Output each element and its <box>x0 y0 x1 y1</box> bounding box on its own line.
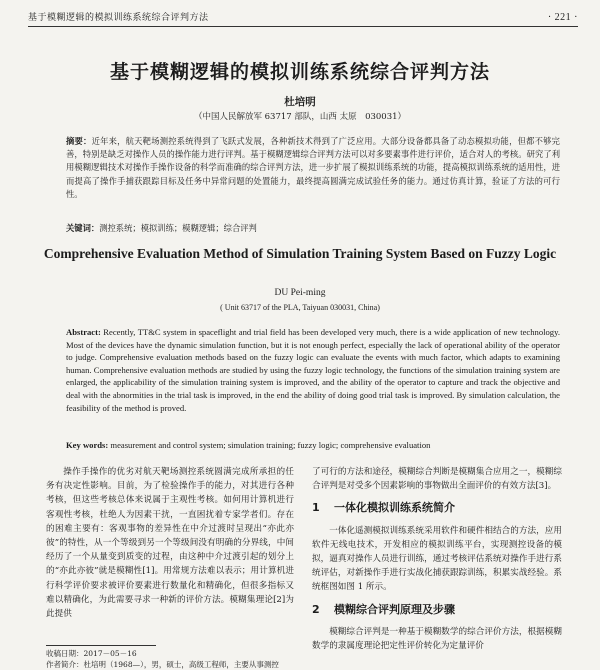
english-abstract-label: Abstract: <box>66 327 101 337</box>
english-title: Comprehensive Evaluation Method of Simulation Training System Based on Fuzzy Logic <box>43 246 557 261</box>
running-head-title: 基于模糊逻辑的模拟训练系统综合评判方法 <box>28 13 209 23</box>
english-abstract-text: Recently, TT&C system in spaceflight and trial field has been developed very much, there is a wide application of new technology. Most of the devices have the dynamic simulation function, but it is not enough perfect, especially the lack of operational ability of the operator to judge. Comprehensive evaluation methods based on the fuzzy logic can evaluate the events with much factor, which adapts to examining human. Comprehensive evaluation methods are studied by using the fuzzy logic technology, the functions of the simulation training system are enlarged, the applicability of the simulation training system is improved, and the ability of the operator to capture and track the objective and deal with the abnormities in the trial task is improved, in the end the ability of doing good trial task is improved. By simulation calculation, the feasibility of the method is proved. <box>66 327 560 413</box>
english-abstract <box>66 326 560 414</box>
section-2-paragraph: 模糊综合评判是一种基于模糊数学的综合评价方法，根据模糊数学的隶属度理论把定性评价转化为定量评价 <box>312 626 562 652</box>
chinese-author: 杜培明 <box>284 96 316 108</box>
chinese-title: 基于模糊逻辑的模拟训练系统综合评判方法 <box>109 61 490 83</box>
section-1-title: 一体化模拟训练系统简介 <box>334 501 455 515</box>
section-2-heading <box>312 603 562 617</box>
chinese-abstract <box>66 135 560 201</box>
intro-paragraph: 操作手操作的优劣对航天靶场测控系统圆满完成所承担的任务有决定性影响。目前，为了检验操作手的能力，对其进行各种考核，但这些考核总体来说属于主观性考核。如何用计算机进行客观性考核，杜绝人为因素干扰，一直困扰着专家学者们。存在的困难主要有：客观事物的差异性在中介过渡时呈现出“亦此亦彼”的特性，从一个等级到另一个等级间没有明确的分界线，中间经历了一个从量变到质变的过程，由这种中介过渡引起的划分上的“亦此亦彼”就是模糊性[1]。用常规方法难以表示；用计算机进行科学评价要求被评价要素进行数量化和精确化，但很多指标又难以精确化，为此需要寻求一种新的评价方法。模糊集理论[2]为此提供 <box>46 467 294 620</box>
chinese-abstract-text: 近年来，航天靶场测控系统得到了飞跃式发展，各种新技术得到了广泛应用。大部分设备都具备了动态模拟功能，但都不够完善，特别是缺乏对操作人员的操作能力进行评判。基于模糊逻辑综合评判方法可以对多要素事件进行评价，适合对人的考核。研究了利用模糊逻辑技术对操作手操作设备的科学而准确的综合评判方法，进一步扩展了模拟训练系统的功能，提高模拟训练系统的适用性，进而提高了操作手捕获跟踪目标及任务中异常问题的处置能力，最终提高圆满完成试验任务的能力。通过仿真计算，验证了方法的可行性。 <box>66 136 560 199</box>
body-left-column <box>46 465 294 655</box>
running-head <box>28 10 578 27</box>
chinese-keywords <box>66 222 560 234</box>
english-keywords-label: Key words: <box>66 440 109 450</box>
english-author: DU Pei-ming <box>274 288 326 298</box>
section-2-number: 2 <box>312 602 320 616</box>
english-keywords-text: measurement and control system; simulation training; fuzzy logic; comprehensive evaluation <box>108 440 431 450</box>
chinese-abstract-label: 摘要： <box>66 136 92 146</box>
section-1-number: 1 <box>312 501 320 515</box>
author-bio: 作者简介：杜培明（1968—），男，硕士，高级工程师，主要从事测控 <box>46 660 279 669</box>
english-keywords <box>66 440 560 450</box>
chinese-keywords-label: 关键词： <box>66 223 100 233</box>
chinese-keywords-text: 测控系统；模拟训练；模糊逻辑；综合评判 <box>99 223 257 233</box>
intro-continuation: 了可行的方法和途径，模糊综合判断是模糊集合应用之一，模糊综合评判是对受多个因素影响的事物做出全面评价的有效方法[3]。 <box>312 467 562 492</box>
english-affiliation: ( Unit 63717 of the PLA, Taiyuan 030031, China) <box>220 303 380 312</box>
footnote-divider <box>46 645 156 646</box>
received-date: 收稿日期：2017－05－16 <box>46 649 137 658</box>
section-1-heading <box>312 501 562 515</box>
section-1-paragraph: 一体化遥测模拟训练系统采用软件和硬件相结合的方法，应用软件无线电技术，开发相应的模拟训练平台，实现测控设备的模拟，逼真对操作人员进行训练，通过考核评估系统对操作手进行系统评估，对新操作手进行实战化捕获跟踪训练，积累实战经验。系统框图如图 1 所示。 <box>312 525 562 593</box>
chinese-affiliation: （中国人民解放军 63717 部队，山西 太原 030031） <box>193 112 407 122</box>
section-2-title: 模糊综合评判原理及步骤 <box>334 602 455 616</box>
page-number: · 221 · <box>547 12 578 23</box>
body-right-column <box>312 465 562 665</box>
